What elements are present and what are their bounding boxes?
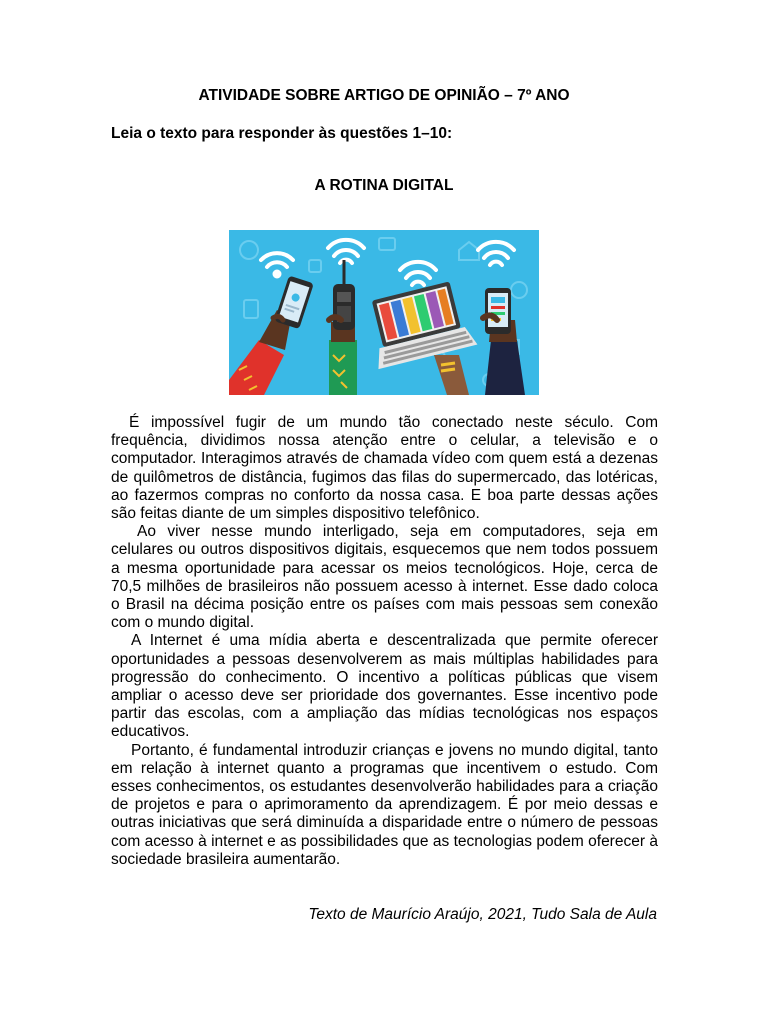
article-paragraph-2: Ao viver nesse mundo interligado, seja em computadores, seja em celulares ou outros dispositivos digitais, esquecemos que nem todos possuem a mesma oportunidade para acessar os meios tecnológicos. Hoje, cerca de 70,5 milhões de brasileiros não possuem acesso à internet. Esse dado coloca o Brasil na décima posição entre os países com mais pessoas sem conexão com o mundo digital. xyxy=(111,523,658,632)
article-body xyxy=(111,414,658,869)
article-paragraph-1: É impossível fugir de um mundo tão conectado neste século. Com frequência, dividimos nossa atenção entre o celular, a televisão e o computador. Interagimos através de chamada vídeo com quem está a dezenas de quilômetros de distância, fugimos das filas do supermercado, das lotéricas, ao fazermos compras no conforto da nossa casa. E boa parte dessas ações são feitas diante de um simples dispositivo telefônico. xyxy=(111,414,658,523)
citation: Texto de Maurício Araújo, 2021, Tudo Sala de Aula xyxy=(308,906,657,923)
article-paragraph-3: A Internet é uma mídia aberta e descentralizada que permite oferecer oportunidades a pessoas desenvolverem as mais múltiplas habilidades para progressão do conhecimento. O incentivo a políticas públicas que visem ampliar o acesso deve ser prioridade dos governantes. Esse incentivo pode partir das escolas, com a ampliação das mídias tecnológicas nos espaços educativos. xyxy=(111,632,658,741)
article-paragraph-4: Portanto, é fundamental introduzir crianças e jovens no mundo digital, tanto em relação à internet quanto a programas que incentivem o estudo. Com esses conhecimentos, os estudantes desenvolverão habilidades para a criação de projetos e para o aprimoramento da aprendizagem. É por meio dessas e outras iniciativas que será diminuída a disparidade entre o número de pessoas com acesso à internet e as possibilidades que as tecnologias podem oferecer à sociedade brasileira aumentarão. xyxy=(111,741,658,868)
instructions-text: Leia o texto para responder às questões 1–10: xyxy=(111,125,453,142)
devices-illustration xyxy=(229,230,539,395)
activity-title: ATIVIDADE SOBRE ARTIGO DE OPINIÃO – 7º ANO xyxy=(198,87,570,104)
article-title: A ROTINA DIGITAL xyxy=(314,177,454,194)
